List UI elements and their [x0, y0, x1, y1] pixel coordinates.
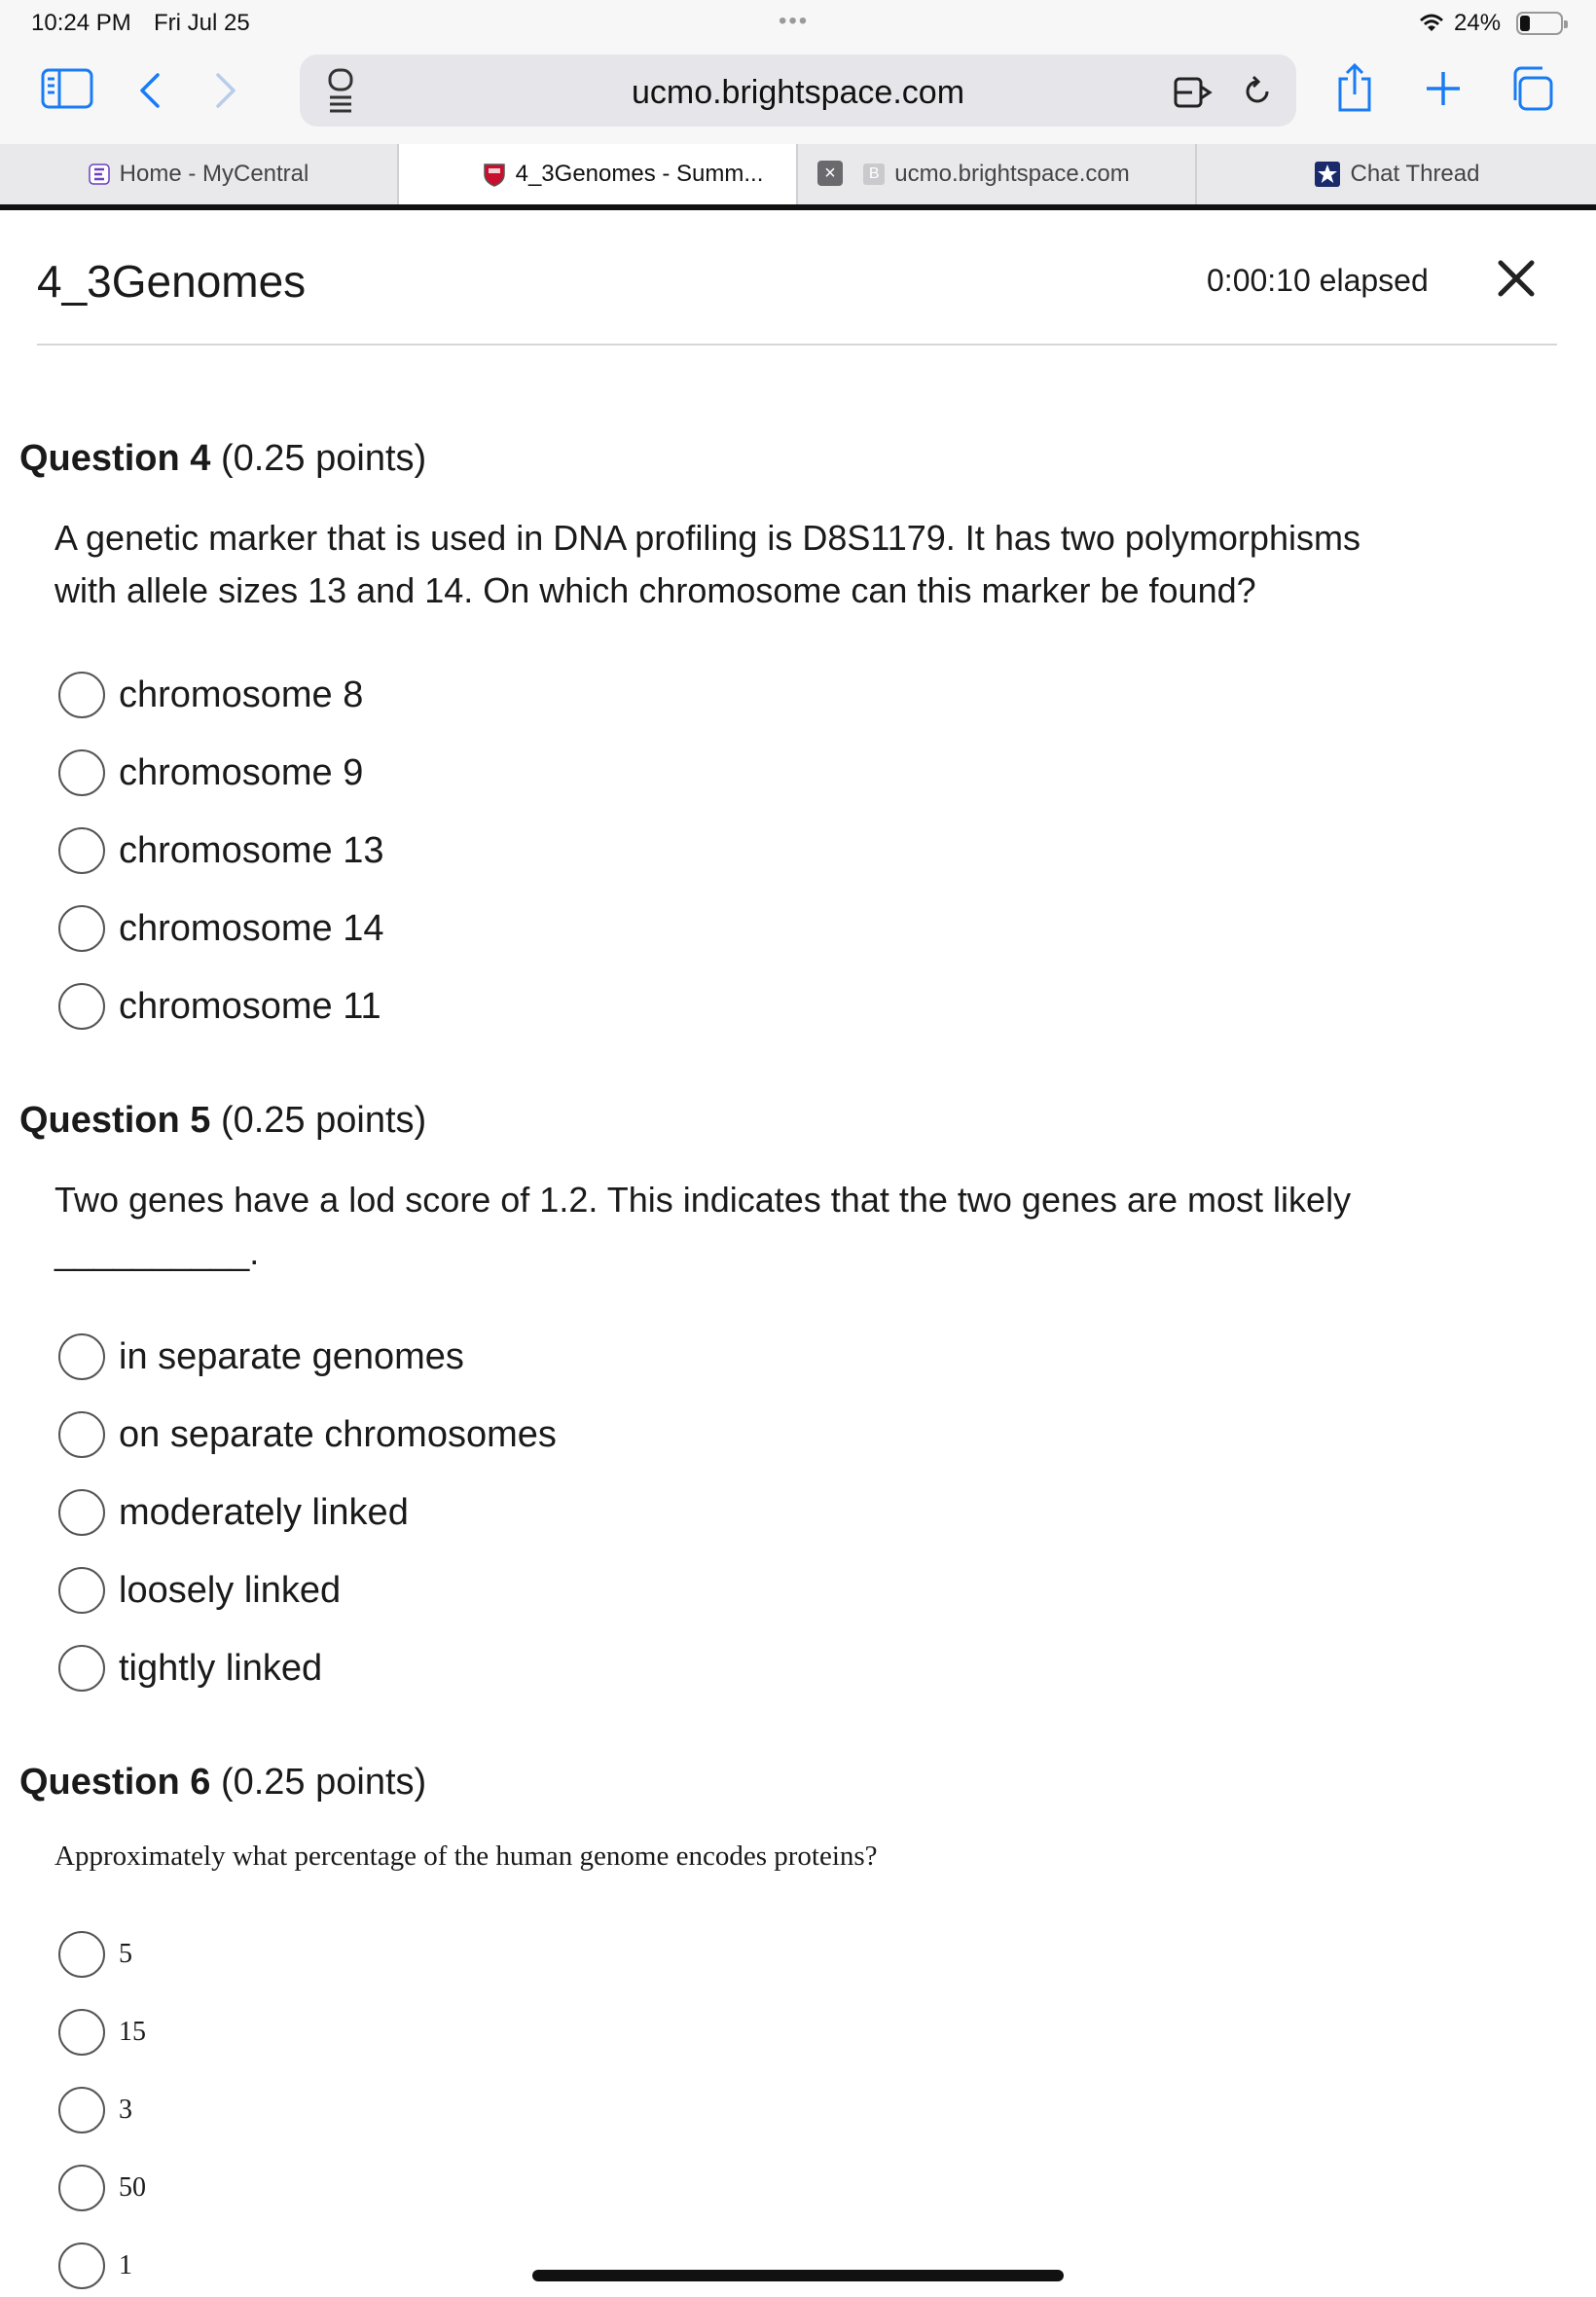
option-label: 1: [119, 2250, 132, 2280]
radio-button[interactable]: [58, 1489, 105, 1536]
tab-label: ucmo.brightspace.com: [894, 161, 1130, 187]
radio-button[interactable]: [58, 905, 105, 952]
reload-icon[interactable]: [1238, 72, 1277, 111]
address-bar[interactable]: [300, 55, 1296, 127]
option-label: 3: [119, 2095, 132, 2125]
radio-button[interactable]: [58, 983, 105, 1030]
tab-chat-thread[interactable]: [1197, 144, 1596, 204]
back-chevron-icon[interactable]: [132, 68, 167, 113]
radio-button[interactable]: [58, 2087, 105, 2133]
url-text[interactable]: ucmo.brightspace.com: [631, 74, 965, 111]
question-label: Question 4: [19, 438, 211, 479]
question-points: (0.25 points): [220, 1100, 427, 1141]
brightspace-b-icon: B: [863, 164, 885, 185]
tab-overview-icon[interactable]: [1506, 64, 1555, 113]
question-points: (0.25 points): [220, 1762, 427, 1803]
star-badge-icon: [1314, 161, 1341, 188]
q6-option-5[interactable]: [58, 2242, 132, 2289]
question-5-heading: [19, 1100, 426, 1142]
q6-option-4[interactable]: [58, 2165, 146, 2211]
q4-option-2[interactable]: [58, 749, 363, 796]
tab-label: 4_3Genomes - Summ...: [515, 161, 764, 187]
question-6-heading: [19, 1762, 426, 1804]
extension-icon[interactable]: [1172, 72, 1215, 111]
tab-home-mycentral[interactable]: [0, 144, 397, 204]
header-divider: [37, 344, 1557, 346]
option-label: tightly linked: [119, 1647, 323, 1689]
q5-option-2[interactable]: [58, 1411, 557, 1458]
radio-button[interactable]: [58, 1411, 105, 1458]
status-date: Fri Jul 25: [154, 10, 250, 36]
status-time: 10:24 PM: [31, 10, 131, 36]
q6-option-3[interactable]: [58, 2087, 132, 2133]
multitasking-dots-icon[interactable]: •••: [779, 8, 810, 34]
tab-label: Chat Thread: [1350, 161, 1480, 187]
q4-option-3[interactable]: [58, 827, 383, 874]
option-label: 5: [119, 1939, 132, 1969]
tab-brightspace[interactable]: [798, 144, 1195, 204]
tab-label: Home - MyCentral: [119, 161, 309, 187]
tab-strip: [0, 144, 1596, 210]
q6-option-1[interactable]: [58, 1931, 132, 1978]
question-6-text: [54, 1830, 878, 1882]
option-label: moderately linked: [119, 1491, 409, 1533]
radio-button[interactable]: [58, 1931, 105, 1978]
question-4-heading: [19, 438, 426, 480]
option-label: 15: [119, 2017, 146, 2047]
option-label: on separate chromosomes: [119, 1413, 557, 1455]
radio-button[interactable]: [58, 827, 105, 874]
radio-button[interactable]: [58, 1567, 105, 1614]
option-label: chromosome 14: [119, 907, 384, 949]
radio-button[interactable]: [58, 2009, 105, 2056]
option-label: chromosome 8: [119, 674, 364, 715]
q5-option-4[interactable]: [58, 1567, 341, 1614]
question-label: Question 6: [19, 1762, 211, 1803]
question-text-line: A genetic marker that is used in DNA profiling is D8S1179. It has two polymorphisms: [54, 518, 1360, 558]
close-tab-icon[interactable]: ×: [817, 161, 843, 186]
battery-icon: [1516, 12, 1563, 35]
question-5-text: [54, 1174, 1351, 1279]
question-4-text: [54, 512, 1360, 617]
radio-button[interactable]: [58, 749, 105, 796]
q4-option-1[interactable]: [58, 672, 363, 718]
home-indicator[interactable]: [532, 2270, 1064, 2281]
quiz-title: 4_3Genomes: [37, 256, 307, 307]
new-tab-plus-icon[interactable]: [1421, 66, 1466, 111]
radio-button[interactable]: [58, 1645, 105, 1692]
status-bar: [0, 0, 1596, 47]
q4-option-5[interactable]: [58, 983, 381, 1030]
q5-option-3[interactable]: [58, 1489, 409, 1536]
radio-button[interactable]: [58, 1333, 105, 1380]
elapsed-timer: 0:00:10 elapsed: [1207, 263, 1429, 298]
battery-percentage: 24%: [1454, 10, 1502, 36]
close-quiz-icon[interactable]: [1493, 255, 1540, 302]
question-text-line: Approximately what percentage of the human genome encodes proteins?: [54, 1841, 878, 1872]
tab-4-3genomes-summary[interactable]: [399, 144, 836, 204]
share-icon[interactable]: [1333, 60, 1376, 115]
q4-option-4[interactable]: [58, 905, 383, 952]
wifi-icon: [1419, 12, 1444, 33]
mycentral-logo-icon: [89, 164, 110, 185]
question-text-line: Two genes have a lod score of 1.2. This indicates that the two genes are most likely: [54, 1180, 1352, 1220]
q6-option-2[interactable]: [58, 2009, 146, 2056]
radio-button[interactable]: [58, 2242, 105, 2289]
question-text-line: __________.: [54, 1232, 260, 1272]
question-text-line: with allele sizes 13 and 14. On which chromosome can this marker be found?: [54, 570, 1256, 610]
q5-option-1[interactable]: [58, 1333, 464, 1380]
battery-fill: [1520, 16, 1530, 31]
option-label: loosely linked: [119, 1569, 342, 1611]
question-points: (0.25 points): [220, 438, 427, 479]
radio-button[interactable]: [58, 2165, 105, 2211]
q5-option-5[interactable]: [58, 1645, 322, 1692]
browser-toolbar: [0, 47, 1596, 144]
option-label: chromosome 9: [119, 751, 364, 793]
question-label: Question 5: [19, 1100, 211, 1141]
option-label: chromosome 11: [119, 985, 381, 1027]
ucm-shield-icon: [483, 162, 506, 187]
option-label: chromosome 13: [119, 829, 384, 871]
radio-button[interactable]: [58, 672, 105, 718]
sidebar-toggle-icon[interactable]: [39, 66, 95, 111]
option-label: 50: [119, 2172, 146, 2203]
option-label: in separate genomes: [119, 1335, 464, 1377]
forward-chevron-icon[interactable]: [208, 68, 243, 113]
